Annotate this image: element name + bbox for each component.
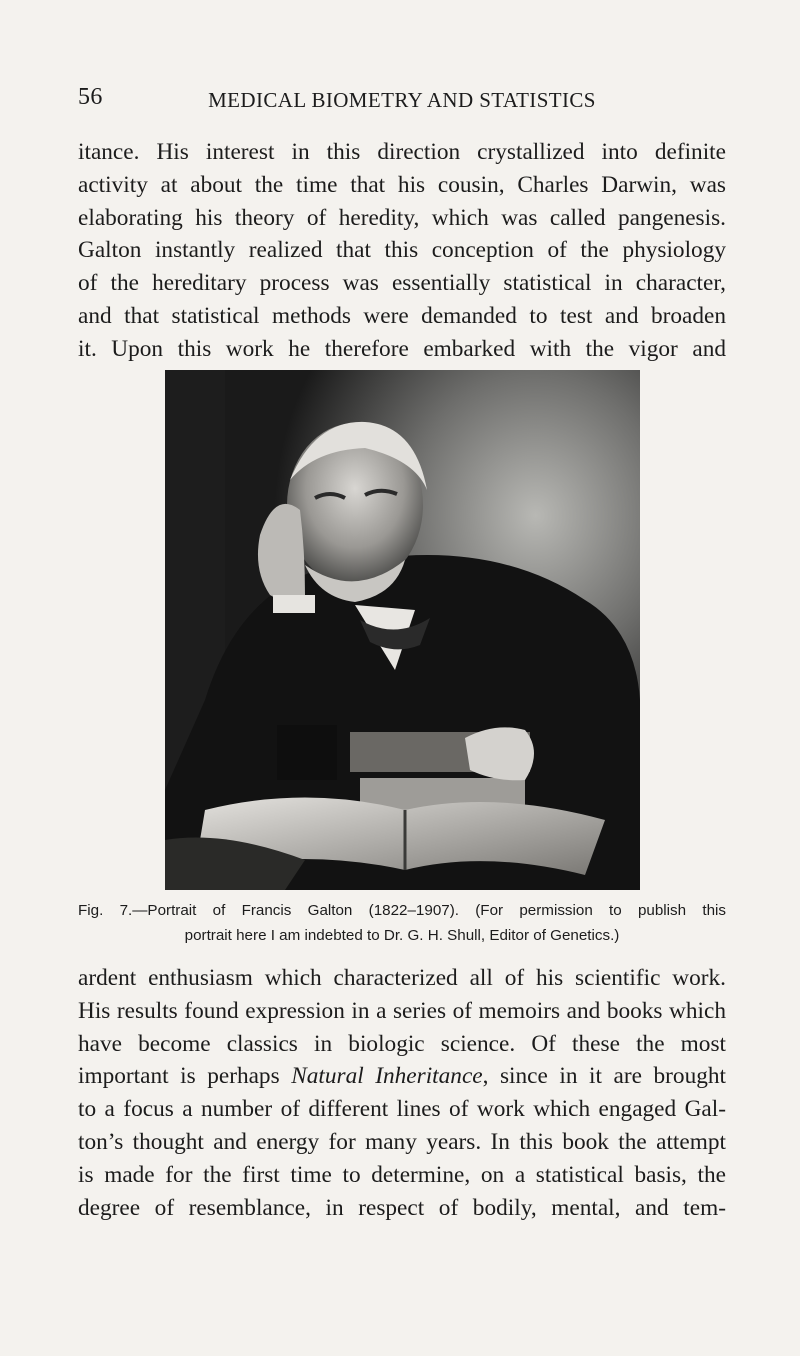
text-line: and that statistical methods were demanded to test and broaden [78, 302, 726, 329]
portrait-figure [165, 370, 640, 890]
caption-line: portrait here I am indebted to Dr. G. H. Shull, Editor of Genetics.) [184, 927, 620, 944]
text-line: ardent enthusiasm which characterized all of his scientific work. [78, 965, 726, 991]
running-title: MEDICAL BIOMETRY AND STATISTICS [208, 88, 596, 112]
text-line: is made for the first time to determine, on a statistical basis, the [78, 1161, 726, 1188]
text-line: activity at about the time that his cousin, Charles Darwin, was [78, 171, 726, 198]
portrait-photo [165, 370, 640, 890]
running-head [78, 84, 726, 118]
text-line: it. Upon this work he therefore embarked with the vigor and [78, 335, 726, 362]
text-line: have become classics in biologic science. Of these the most [78, 1030, 726, 1057]
text-line: degree of resemblance, in respect of bodily, mental, and tem- [78, 1194, 726, 1221]
text-line: itance. His interest in this direction crystallized into definite [78, 139, 726, 165]
page-number: 56 [78, 84, 103, 110]
caption-line: Fig. 7.—Portrait of Francis Galton (1822–1907). (For permission to publish this [78, 902, 726, 919]
text-line: to a focus a number of different lines of work which engaged Gal- [78, 1096, 726, 1123]
text-line: His results found expression in a series of memoirs and books which [78, 997, 726, 1024]
text-line: elaborating his theory of heredity, which was called pangenesis. [78, 204, 726, 231]
paragraph-bottom [78, 962, 726, 1224]
text-line: Galton instantly realized that this conception of the physiology [78, 237, 726, 264]
text-line [78, 1060, 726, 1093]
figure-caption [78, 898, 726, 948]
text-span: important is perhaps [78, 1063, 292, 1090]
paragraph-top [78, 136, 726, 366]
text-line: ton’s thought and energy for many years. In this book the attempt [78, 1128, 726, 1155]
book-title: Natural Inheritance [291, 1063, 483, 1090]
text-span: , since in it are brought [482, 1063, 726, 1090]
text-line: of the hereditary process was essentially statistical in character, [78, 270, 726, 297]
